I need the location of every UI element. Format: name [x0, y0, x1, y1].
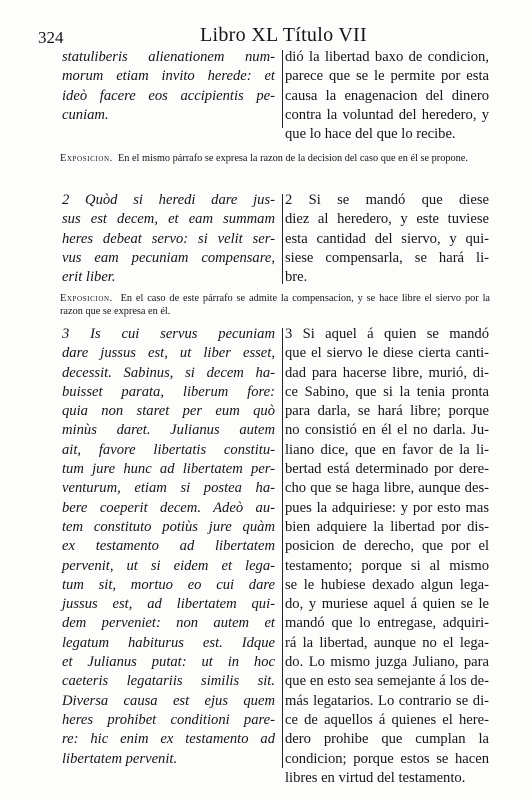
text-line: tum sit, mortuo eo cui dare [62, 576, 275, 593]
running-head: Libro XL Título VII [200, 24, 367, 46]
column-divider [282, 194, 283, 284]
text-line: que en esto sea semejante á los de- [285, 673, 489, 690]
text-line: para darla, se hará libre; porque [285, 403, 489, 420]
text-line: et Julianus putat: ut in hoc [62, 654, 275, 671]
spanish-column-section2 [285, 191, 489, 287]
text-line: do. Lo mismo juzga Juliano, para [285, 654, 489, 671]
text-line: parece que se le permite por esta [285, 68, 489, 85]
exposicion-note-2 [60, 292, 490, 318]
text-line: caeteris legatariis similis sit. [62, 673, 275, 690]
text-line: no consistió en él el no darla. Ju- [285, 422, 489, 439]
text-line: que el siervo le diese cierta canti- [285, 345, 489, 362]
text-line: ex testamento ad libertatem [62, 538, 275, 555]
text-line: quia non staret per eum quò [62, 403, 275, 420]
text-line: ideò facere eos accipientis pe- [62, 87, 275, 104]
spanish-column-section3 [285, 325, 489, 788]
text-line: dero prohibe que cumplan la [285, 731, 489, 748]
text-line: siese compensarla, se hará li- [285, 249, 489, 266]
text-line: cuniam. [62, 106, 109, 123]
text-line: ce de aquellos á quienes el here- [285, 711, 489, 728]
text-line: diez al heredero, y este tuviese [285, 211, 489, 228]
text-line: 2 Si se mandó que diese [285, 192, 489, 208]
text-line: jussus est, ad libertatem qui- [62, 596, 275, 613]
text-line: causa la enagenacion del dinero [285, 87, 489, 104]
text-line: contra la voluntad del heredero, y [285, 106, 489, 123]
page-number: 324 [38, 28, 64, 47]
text-line: que lo hace del que lo recibe. [285, 126, 456, 143]
text-line: re: hic enim ex testamento ad [62, 731, 275, 748]
text-line: bre. [285, 269, 308, 286]
latin-column-block0 [62, 48, 275, 125]
text-line: vus eam pecuniam compensare, [62, 249, 275, 266]
text-line: erit liber. [62, 269, 116, 286]
text-line: libertatem pervenit. [62, 750, 178, 767]
exposicion-text: En el mismo párrafo se expresa la razon de la decision del caso que en él se propone. [117, 153, 468, 164]
text-line: cho que se haga libre, aunque des- [285, 480, 489, 497]
text-line: 2 Quòd si heredi dare jus- [62, 192, 275, 208]
text-line: mandó que lo entregase, adquiri- [285, 615, 489, 632]
text-line: ait, favore libertatis constitu- [62, 441, 275, 458]
spanish-column-block0 [285, 48, 489, 144]
latin-column-section2 [62, 191, 275, 287]
text-line: pues la adquiriese: y por esto mas [285, 499, 489, 516]
latin-column-section3 [62, 325, 275, 769]
text-line: dem perveniet: non autem et [62, 615, 275, 632]
text-line: ce Sabino, que si la tenia pronta [285, 383, 489, 400]
text-line: tem constituto potiùs jure quàm [62, 518, 275, 535]
text-line: 3 Si aquel á quien se mandó [285, 326, 489, 342]
text-line: posicion de derecho, que por el [285, 538, 489, 555]
text-line: heres prohibet conditioni pare- [62, 711, 275, 728]
exposicion-note-1 [60, 152, 490, 165]
text-line: rá la libertad, aunque no el lega- [285, 634, 489, 651]
text-line: statuliberis alienationem num- [62, 49, 275, 65]
text-line: libres en virtud del testamento. [285, 769, 466, 786]
text-line: morum etiam invito herede: et [62, 68, 275, 85]
text-line: bien adquiere la libertad por dis- [285, 518, 489, 535]
exposicion-text: En el caso de este párrafo se admite la compensacion, y se hace libre el siervo por la razon que se expresa en él. [60, 293, 490, 317]
text-line: heres debeat servo: si velit ser- [62, 230, 275, 247]
exposicion-label: Exposicion. [60, 153, 113, 164]
text-line: minùs daret. Julianus autem [62, 422, 275, 439]
text-line: Diversa causa est ejus quem [62, 692, 275, 709]
text-line: bertad está determinado por dere- [285, 461, 489, 478]
text-line: dare jussus est, ut liber esset, [62, 345, 275, 362]
text-line: pervenit, ut si eidem et lega- [62, 557, 275, 574]
text-line: sus est decem, et eam summam [62, 211, 275, 228]
text-line: legatum habiturus est. Idque [62, 634, 275, 651]
text-line: do, y muriese aquel á quien se le [285, 596, 489, 613]
column-divider [282, 50, 283, 128]
text-line: buisset parata, liberum fore: [62, 383, 275, 400]
text-line: dad para hacerse libre, murió, di- [285, 364, 489, 381]
text-line: liano dice, que en favor de la li- [285, 441, 489, 458]
text-line: condicion; porque estos se hacen [285, 750, 489, 767]
text-line: se le hubiese dexado algun lega- [285, 576, 489, 593]
text-line: venturum, etiam si postea ha- [62, 480, 275, 497]
text-line: decessit. Sabinus, si decem ha- [62, 364, 275, 381]
exposicion-label: Exposicion. [60, 293, 113, 304]
text-line: testamento; porque si al mismo [285, 557, 489, 574]
text-line: tum jure hunc ad libertatem per- [62, 461, 275, 478]
text-line: más legatarios. Lo contrario se di- [285, 692, 489, 709]
text-line: 3 Is cui servus pecuniam [62, 326, 275, 342]
text-line: bere coeperit decem. Adeò au- [62, 499, 275, 516]
text-line: esta cantidad del siervo, y qui- [285, 230, 489, 247]
text-line: dió la libertad baxo de condicion, [285, 49, 489, 65]
column-divider [282, 328, 283, 768]
